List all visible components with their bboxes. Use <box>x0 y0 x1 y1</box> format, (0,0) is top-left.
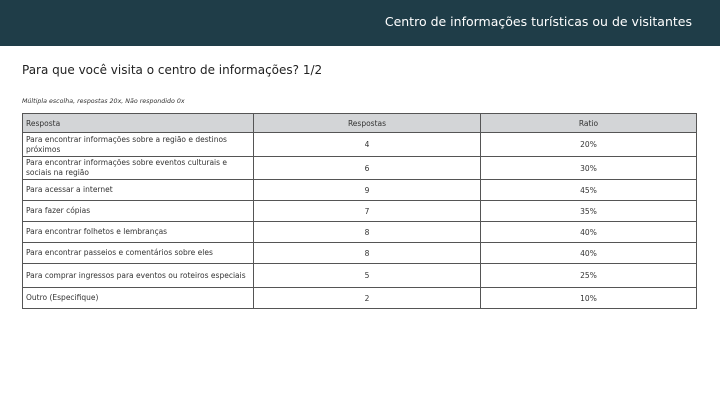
table-row <box>23 133 697 157</box>
question-title: Para que você visita o centro de informações? 1/2 <box>22 63 323 77</box>
answer-cell: Para encontrar informações sobre eventos culturais e sociais na região <box>23 157 254 180</box>
ratio-cell: 40% <box>481 222 697 243</box>
count-cell: 8 <box>254 243 481 264</box>
table-row <box>23 264 697 288</box>
ratio-cell: 10% <box>481 288 697 309</box>
ratio-cell: 30% <box>481 157 697 180</box>
header-ratio: Ratio <box>481 114 697 133</box>
count-cell: 2 <box>254 288 481 309</box>
answer-cell: Para acessar a internet <box>23 180 254 201</box>
header-title: Centro de informações turísticas ou de visitantes <box>384 14 692 29</box>
ratio-cell: 35% <box>481 201 697 222</box>
table-header-row <box>23 114 697 133</box>
question-subtitle: Múltipla escolha, respostas 20x, Não respondido 0x <box>22 98 185 105</box>
table-row <box>23 180 697 201</box>
header-resposta: Resposta <box>23 114 254 133</box>
count-cell: 6 <box>254 157 481 180</box>
answer-cell: Outro (Especifique) <box>23 288 254 309</box>
count-cell: 8 <box>254 222 481 243</box>
answer-cell: Para fazer cópias <box>23 201 254 222</box>
count-cell: 5 <box>254 264 481 288</box>
table-row <box>23 222 697 243</box>
ratio-cell: 20% <box>481 133 697 157</box>
table-row <box>23 288 697 309</box>
answer-cell: Para encontrar passeios e comentários sobre eles <box>23 243 254 264</box>
ratio-cell: 40% <box>481 243 697 264</box>
table-row <box>23 157 697 180</box>
ratio-cell: 25% <box>481 264 697 288</box>
ratio-cell: 45% <box>481 180 697 201</box>
answer-cell: Para comprar ingressos para eventos ou roteiros especiais <box>23 264 254 288</box>
answer-cell: Para encontrar informações sobre a região e destinos próximos <box>23 133 254 157</box>
count-cell: 4 <box>254 133 481 157</box>
count-cell: 9 <box>254 180 481 201</box>
header-bar <box>0 0 720 46</box>
count-cell: 7 <box>254 201 481 222</box>
results-table <box>22 113 697 309</box>
table-row <box>23 201 697 222</box>
answer-cell: Para encontrar folhetos e lembranças <box>23 222 254 243</box>
table-row <box>23 243 697 264</box>
header-respostas: Respostas <box>254 114 481 133</box>
